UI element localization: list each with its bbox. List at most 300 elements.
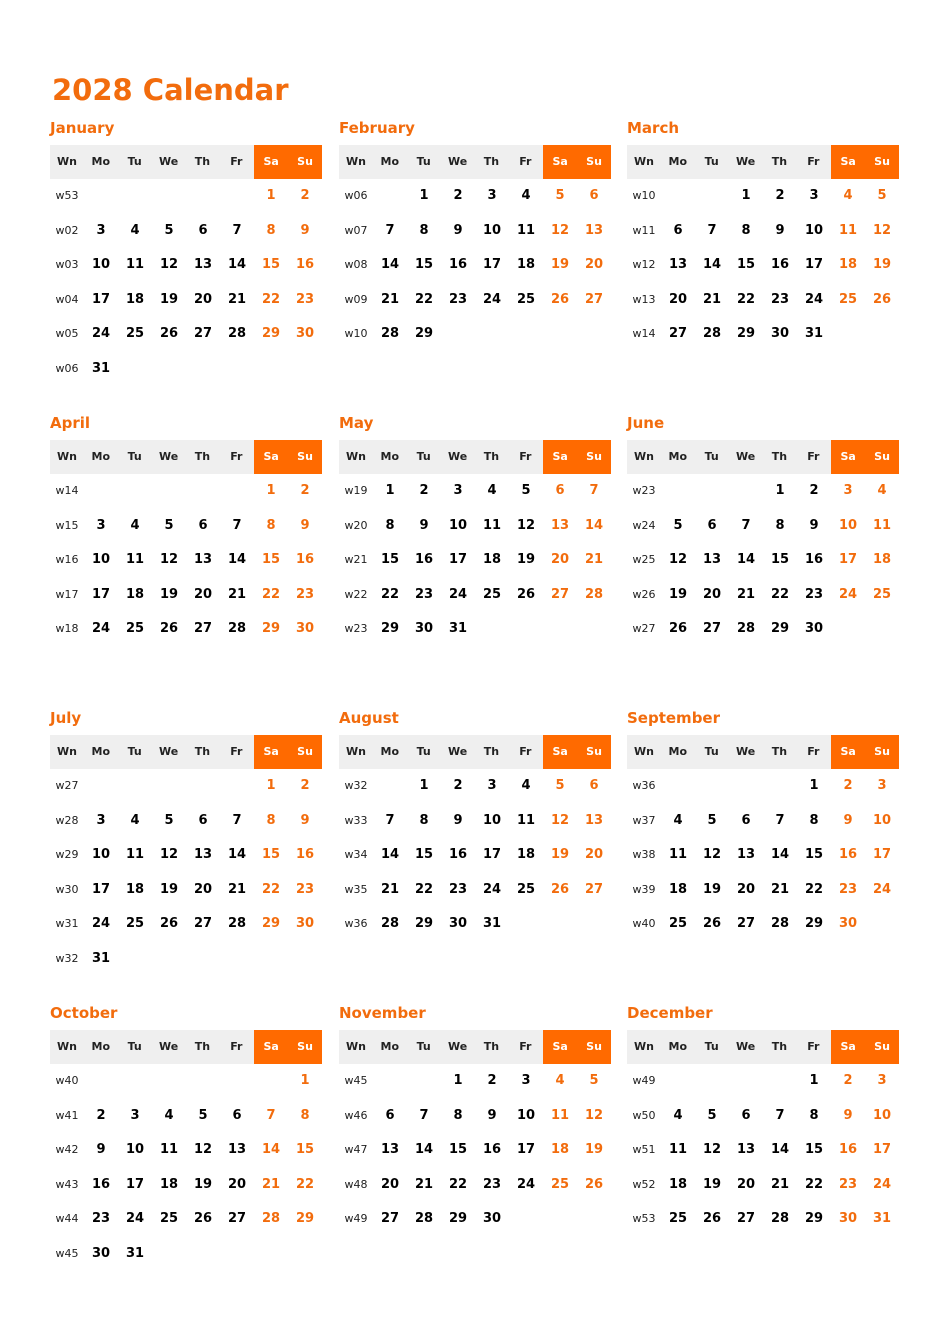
day-cell: 3 — [809, 188, 819, 203]
day-cell: 21 — [584, 552, 604, 568]
day-cell: 12 — [550, 812, 570, 828]
day-cell: 14 — [736, 552, 756, 568]
day-cell: 24 — [125, 1211, 145, 1227]
month-name: June — [627, 414, 665, 432]
week-number: w45 — [344, 1074, 368, 1087]
weekday-header — [627, 145, 899, 179]
day-cell — [373, 179, 407, 214]
day-cell: 19 — [159, 881, 179, 897]
week-number: w49 — [632, 1074, 656, 1087]
day-cell: 7 — [232, 812, 242, 828]
month-name: October — [50, 1004, 118, 1022]
weekday-label: Th — [194, 1040, 211, 1053]
day-cell — [152, 942, 186, 977]
day-cell: 11 — [838, 222, 858, 238]
day-cell: 21 — [770, 1176, 790, 1192]
day-cell: 8 — [266, 222, 276, 238]
day-cell — [441, 317, 475, 352]
day-cell: 1 — [385, 483, 395, 498]
weekday-label: Wn — [56, 155, 77, 168]
weekday-label: We — [735, 450, 756, 463]
month-name: July — [50, 709, 82, 727]
day-cell: 29 — [414, 326, 434, 342]
weekday-label: Mo — [380, 155, 400, 168]
day-cell: 30 — [838, 1211, 858, 1227]
day-cell — [186, 769, 220, 804]
weekday-header — [627, 440, 899, 474]
weekday-label: Th — [771, 450, 788, 463]
month-june — [627, 413, 899, 647]
day-cell — [220, 474, 254, 509]
day-cell: 1 — [266, 778, 276, 793]
day-cell: 6 — [741, 812, 751, 828]
week-row — [50, 612, 322, 647]
week-row — [50, 1064, 322, 1099]
day-cell: 16 — [295, 552, 315, 568]
day-cell: 1 — [809, 778, 819, 793]
day-cell: 23 — [414, 586, 434, 602]
day-cell: 10 — [91, 552, 111, 568]
day-cell — [577, 907, 611, 942]
day-cell: 4 — [130, 812, 140, 828]
week-row — [50, 838, 322, 873]
day-cell: 11 — [872, 517, 892, 533]
day-cell: 2 — [300, 483, 310, 498]
weekday-label: Su — [865, 1030, 899, 1064]
week-row — [627, 474, 899, 509]
week-number: w50 — [632, 1108, 656, 1122]
day-cell: 6 — [385, 1107, 395, 1123]
weekday-label: Mo — [380, 450, 400, 463]
day-cell: 28 — [227, 916, 247, 932]
week-row — [339, 804, 611, 839]
week-number: w42 — [55, 1143, 79, 1157]
week-number: w07 — [344, 223, 368, 237]
day-cell: 13 — [193, 847, 213, 863]
day-cell: 17 — [872, 1142, 892, 1158]
week-number: w20 — [344, 518, 368, 532]
day-cell: 25 — [668, 916, 688, 932]
day-cell: 18 — [516, 847, 536, 863]
day-cell: 16 — [838, 847, 858, 863]
day-cell: 20 — [668, 291, 688, 307]
day-cell: 26 — [159, 326, 179, 342]
day-cell: 21 — [227, 586, 247, 602]
weekday-label: Wn — [345, 745, 366, 758]
day-cell: 14 — [227, 847, 247, 863]
week-number: w12 — [632, 258, 656, 272]
day-cell: 2 — [809, 483, 819, 498]
weekday-label: Sa — [543, 145, 577, 179]
day-cell: 11 — [550, 1107, 570, 1123]
day-cell: 13 — [550, 517, 570, 533]
weekday-label: Su — [288, 145, 322, 179]
day-cell — [509, 612, 543, 647]
weekday-label: Mo — [380, 1040, 400, 1053]
week-row — [50, 317, 322, 352]
day-cell: 11 — [125, 257, 145, 273]
weekday-label: Mo — [91, 745, 111, 758]
day-cell: 2 — [775, 188, 785, 203]
day-cell: 1 — [775, 483, 785, 498]
week-row — [50, 907, 322, 942]
day-cell: 5 — [164, 222, 174, 238]
day-cell: 9 — [300, 812, 310, 828]
weekday-header — [339, 145, 611, 179]
day-cell: 24 — [516, 1176, 536, 1192]
day-cell: 10 — [838, 517, 858, 533]
day-cell: 31 — [91, 950, 111, 966]
day-cell: 10 — [516, 1107, 536, 1123]
day-cell: 15 — [261, 552, 281, 568]
day-cell: 16 — [295, 847, 315, 863]
day-cell: 11 — [125, 552, 145, 568]
day-cell: 22 — [736, 291, 756, 307]
day-cell — [152, 1237, 186, 1272]
day-cell — [661, 179, 695, 214]
day-cell: 13 — [193, 552, 213, 568]
day-cell — [729, 474, 763, 509]
day-cell: 8 — [419, 812, 429, 828]
day-cell: 22 — [261, 586, 281, 602]
weekday-label: Tu — [704, 745, 719, 758]
day-cell — [509, 907, 543, 942]
day-cell: 1 — [419, 778, 429, 793]
day-cell: 13 — [193, 257, 213, 273]
day-cell: 22 — [295, 1176, 315, 1192]
day-cell: 27 — [193, 916, 213, 932]
week-number: w53 — [632, 1212, 656, 1226]
day-cell: 13 — [380, 1142, 400, 1158]
weekday-header — [627, 1030, 899, 1064]
weekday-label: Fr — [519, 450, 532, 463]
day-cell: 29 — [261, 326, 281, 342]
weekday-label: Sa — [254, 440, 288, 474]
weekday-label: Mo — [91, 450, 111, 463]
day-cell: 28 — [584, 586, 604, 602]
day-cell: 3 — [843, 483, 853, 498]
day-cell: 22 — [804, 881, 824, 897]
day-cell: 18 — [159, 1176, 179, 1192]
week-row — [50, 873, 322, 908]
day-cell: 5 — [707, 1107, 717, 1123]
week-number: w39 — [632, 882, 656, 896]
weekday-label: Tu — [127, 155, 142, 168]
day-cell: 26 — [159, 621, 179, 637]
day-cell: 21 — [380, 881, 400, 897]
day-cell: 23 — [295, 881, 315, 897]
weekday-label: Tu — [416, 1040, 431, 1053]
day-cell: 17 — [482, 257, 502, 273]
month-name: August — [339, 709, 399, 727]
day-cell: 20 — [227, 1176, 247, 1192]
weekday-header — [339, 735, 611, 769]
day-cell: 29 — [448, 1211, 468, 1227]
day-cell: 24 — [838, 586, 858, 602]
week-row — [339, 214, 611, 249]
day-cell — [373, 769, 407, 804]
day-cell: 31 — [448, 621, 468, 637]
day-cell — [118, 352, 152, 387]
week-row — [339, 179, 611, 214]
weekday-label: Tu — [127, 1040, 142, 1053]
day-cell: 25 — [550, 1176, 570, 1192]
day-cell: 16 — [414, 552, 434, 568]
day-cell: 11 — [516, 812, 536, 828]
day-cell: 17 — [125, 1176, 145, 1192]
day-cell: 2 — [843, 778, 853, 793]
week-row — [339, 317, 611, 352]
day-cell: 9 — [96, 1142, 106, 1158]
week-row — [50, 352, 322, 387]
day-cell: 17 — [482, 847, 502, 863]
week-number: w27 — [632, 622, 656, 636]
day-cell: 4 — [521, 778, 531, 793]
day-cell: 2 — [843, 1073, 853, 1088]
weekday-label: Tu — [416, 155, 431, 168]
weekday-label: Mo — [668, 1040, 688, 1053]
day-cell: 16 — [91, 1176, 111, 1192]
day-cell: 5 — [521, 483, 531, 498]
day-cell: 9 — [453, 222, 463, 238]
weekday-label: Th — [194, 450, 211, 463]
day-cell: 27 — [736, 916, 756, 932]
day-cell — [84, 179, 118, 214]
day-cell — [254, 1064, 288, 1099]
day-cell: 17 — [838, 552, 858, 568]
weekday-label: Su — [865, 440, 899, 474]
day-cell: 25 — [125, 621, 145, 637]
day-cell: 28 — [736, 621, 756, 637]
weekday-label: Mo — [91, 1040, 111, 1053]
week-row — [339, 1133, 611, 1168]
day-cell: 20 — [193, 586, 213, 602]
week-row — [627, 283, 899, 318]
day-cell: 3 — [96, 812, 106, 828]
week-row — [339, 612, 611, 647]
weekday-label: Th — [483, 155, 500, 168]
day-cell: 13 — [227, 1142, 247, 1158]
week-number: w26 — [632, 587, 656, 601]
day-cell: 8 — [419, 222, 429, 238]
week-row — [627, 1202, 899, 1237]
day-cell — [543, 907, 577, 942]
day-cell: 13 — [584, 222, 604, 238]
month-name: January — [50, 119, 115, 137]
day-cell: 8 — [266, 812, 276, 828]
day-cell: 16 — [448, 847, 468, 863]
day-cell: 19 — [668, 586, 688, 602]
day-cell: 16 — [295, 257, 315, 273]
week-number: w46 — [344, 1108, 368, 1122]
day-cell: 19 — [193, 1176, 213, 1192]
day-cell: 23 — [295, 291, 315, 307]
week-number: w28 — [55, 813, 79, 827]
day-cell: 26 — [516, 586, 536, 602]
day-cell: 21 — [227, 291, 247, 307]
weekday-label: Tu — [704, 450, 719, 463]
day-cell: 17 — [804, 257, 824, 273]
week-number: w33 — [344, 813, 368, 827]
week-row — [50, 942, 322, 977]
week-row — [339, 873, 611, 908]
day-cell — [695, 179, 729, 214]
day-cell: 18 — [125, 881, 145, 897]
day-cell: 20 — [702, 586, 722, 602]
day-cell — [152, 474, 186, 509]
day-cell: 8 — [266, 517, 276, 533]
week-row — [50, 1099, 322, 1134]
day-cell: 7 — [589, 483, 599, 498]
week-number: w14 — [55, 484, 79, 497]
week-row — [50, 543, 322, 578]
week-number: w05 — [55, 327, 79, 341]
weekday-label: Fr — [230, 1040, 243, 1053]
week-row — [627, 1133, 899, 1168]
week-number: w38 — [632, 848, 656, 862]
day-cell: 22 — [804, 1176, 824, 1192]
day-cell: 9 — [775, 222, 785, 238]
week-number: w15 — [55, 518, 79, 532]
day-cell — [865, 907, 899, 942]
day-cell: 10 — [872, 1107, 892, 1123]
day-cell: 25 — [159, 1211, 179, 1227]
week-row — [50, 1237, 322, 1272]
week-number: w24 — [632, 518, 656, 532]
day-cell: 29 — [261, 621, 281, 637]
day-cell — [220, 1064, 254, 1099]
weekday-label: Th — [771, 155, 788, 168]
weekday-label: Sa — [543, 735, 577, 769]
day-cell — [152, 179, 186, 214]
week-row — [339, 769, 611, 804]
day-cell: 24 — [448, 586, 468, 602]
week-row — [339, 543, 611, 578]
week-row — [627, 838, 899, 873]
week-row — [50, 509, 322, 544]
weekday-label: Wn — [633, 745, 654, 758]
day-cell: 9 — [487, 1107, 497, 1123]
day-cell: 20 — [736, 881, 756, 897]
day-cell: 5 — [673, 517, 683, 533]
day-cell: 19 — [550, 257, 570, 273]
day-cell: 29 — [261, 916, 281, 932]
week-row — [50, 1168, 322, 1203]
day-cell — [543, 1202, 577, 1237]
day-cell — [152, 1064, 186, 1099]
week-number: w32 — [55, 951, 79, 965]
day-cell — [288, 942, 322, 977]
day-cell: 22 — [414, 881, 434, 897]
month-september — [627, 708, 899, 942]
day-cell — [186, 352, 220, 387]
day-cell: 6 — [232, 1107, 242, 1123]
day-cell: 30 — [804, 621, 824, 637]
day-cell — [729, 769, 763, 804]
week-number: w31 — [55, 917, 79, 931]
day-cell: 9 — [809, 517, 819, 533]
day-cell: 28 — [227, 326, 247, 342]
day-cell: 21 — [380, 291, 400, 307]
weekday-label: Sa — [543, 1030, 577, 1064]
week-row — [50, 283, 322, 318]
day-cell: 4 — [673, 812, 683, 828]
day-cell: 12 — [702, 847, 722, 863]
day-cell: 14 — [380, 257, 400, 273]
day-cell: 27 — [736, 1211, 756, 1227]
week-number: w02 — [55, 223, 79, 237]
week-number: w37 — [632, 813, 656, 827]
week-number: w18 — [55, 622, 79, 636]
day-cell: 24 — [91, 916, 111, 932]
day-cell: 11 — [516, 222, 536, 238]
day-cell: 10 — [448, 517, 468, 533]
day-cell: 8 — [385, 517, 395, 533]
day-cell: 19 — [702, 1176, 722, 1192]
month-may — [339, 413, 611, 647]
day-cell: 7 — [419, 1107, 429, 1123]
month-march — [627, 118, 899, 352]
day-cell: 22 — [261, 881, 281, 897]
day-cell: 31 — [804, 326, 824, 342]
day-cell: 9 — [843, 812, 853, 828]
day-cell: 7 — [385, 222, 395, 238]
week-row — [627, 179, 899, 214]
day-cell: 19 — [159, 586, 179, 602]
day-cell: 13 — [668, 257, 688, 273]
day-cell: 11 — [482, 517, 502, 533]
weekday-label: Fr — [519, 155, 532, 168]
day-cell: 28 — [380, 916, 400, 932]
day-cell: 23 — [770, 291, 790, 307]
day-cell: 1 — [300, 1073, 310, 1088]
day-cell: 4 — [130, 517, 140, 533]
day-cell: 24 — [872, 881, 892, 897]
week-number: w40 — [55, 1074, 79, 1087]
day-cell: 27 — [550, 586, 570, 602]
week-number: w35 — [344, 882, 368, 896]
weekday-label: Su — [577, 145, 611, 179]
day-cell: 10 — [482, 812, 502, 828]
day-cell — [288, 352, 322, 387]
day-cell — [118, 769, 152, 804]
day-cell: 5 — [707, 812, 717, 828]
day-cell: 27 — [227, 1211, 247, 1227]
day-cell — [373, 1064, 407, 1099]
day-cell: 1 — [419, 188, 429, 203]
day-cell: 2 — [419, 483, 429, 498]
day-cell — [220, 352, 254, 387]
weekday-label: Mo — [668, 450, 688, 463]
day-cell: 26 — [668, 621, 688, 637]
day-cell: 27 — [193, 621, 213, 637]
day-cell — [152, 769, 186, 804]
day-cell: 3 — [487, 188, 497, 203]
day-cell: 14 — [227, 257, 247, 273]
day-cell: 11 — [159, 1142, 179, 1158]
day-cell: 25 — [668, 1211, 688, 1227]
month-november — [339, 1003, 611, 1237]
day-cell: 2 — [453, 188, 463, 203]
week-number: w11 — [632, 223, 656, 237]
day-cell: 12 — [159, 847, 179, 863]
week-row — [627, 769, 899, 804]
day-cell: 17 — [516, 1142, 536, 1158]
day-cell: 6 — [589, 778, 599, 793]
day-cell — [661, 769, 695, 804]
day-cell: 20 — [193, 291, 213, 307]
day-cell: 9 — [453, 812, 463, 828]
